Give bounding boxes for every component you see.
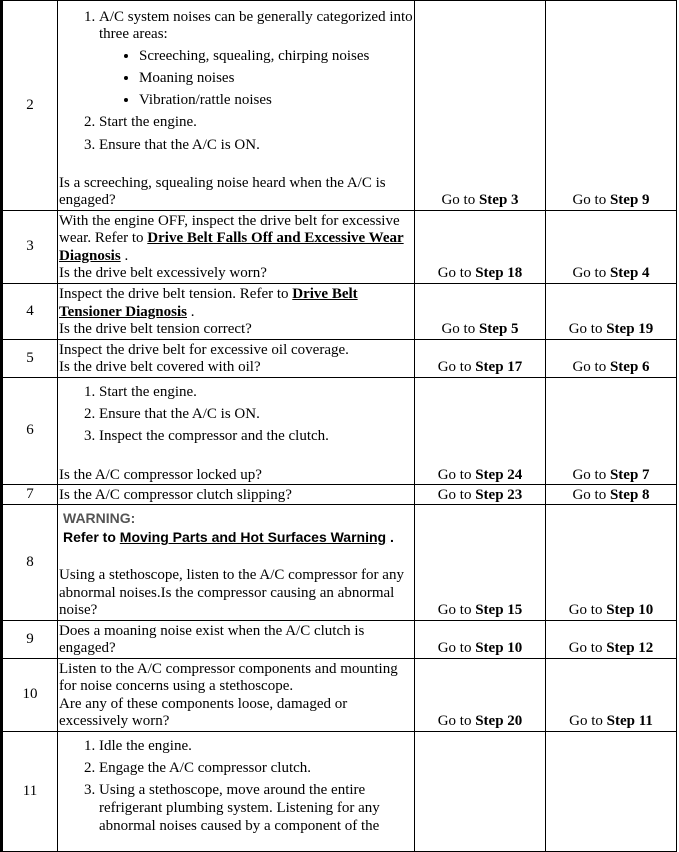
- bullet-list: [99, 48, 414, 110]
- table-row: [2, 505, 677, 621]
- list-item: 1. Idle the engine.: [99, 738, 414, 756]
- list-item: 2. Start the engine.: [99, 114, 414, 132]
- step-number: 8: [2, 505, 58, 621]
- table-row: [2, 378, 677, 485]
- yes-step-link[interactable]: Step 3: [478, 192, 519, 209]
- action-cell: [58, 658, 415, 731]
- list-item: 3. Ensure that the A/C is ON.: [99, 137, 414, 155]
- numbered-list: [59, 9, 414, 155]
- question-text: Is a screeching, squealing noise heard when the A/C is engaged?: [59, 174, 386, 209]
- question-text: Is the drive belt tension correct?: [59, 321, 252, 338]
- action-cell: [58, 620, 415, 658]
- no-step-link[interactable]: Step 9: [609, 192, 650, 209]
- no-step-link[interactable]: Step 11: [606, 713, 653, 730]
- step-number: 11: [2, 731, 58, 851]
- no-prefix: Go to: [572, 486, 610, 503]
- yes-cell: [415, 1, 546, 211]
- doc-link[interactable]: Drive Belt Tensioner Diagnosis: [59, 286, 358, 320]
- yes-step-link[interactable]: Step 24: [475, 466, 523, 483]
- warning-reference: [59, 527, 414, 547]
- action-cell: [58, 284, 415, 340]
- action-cell: [58, 505, 415, 621]
- step-number: 10: [2, 658, 58, 731]
- no-prefix: Go to: [568, 321, 607, 338]
- numbered-list: [59, 738, 414, 835]
- no-prefix: Go to: [572, 359, 610, 376]
- list-item: 3. Using a stethoscope, move around the entire refrigerant plumbing system. Listening for any abnormal noises caused by a component of the: [99, 782, 414, 835]
- no-cell: [546, 485, 677, 505]
- warning-label: WARNING:: [63, 510, 136, 527]
- yes-cell: [415, 731, 546, 851]
- yes-cell: [415, 485, 546, 505]
- question-text: Does a moaning noise exist when the A/C clutch is engaged?: [59, 622, 365, 657]
- question-text: Is the A/C compressor locked up?: [59, 466, 262, 483]
- no-step-link[interactable]: Step 4: [609, 265, 650, 282]
- action-text: Listen to the A/C compressor components and mounting for noise concerns using a stethoscope.: [59, 660, 398, 695]
- step-number: 7: [2, 485, 58, 505]
- action-cell: [58, 378, 415, 485]
- step-number: 9: [2, 620, 58, 658]
- table-row: [2, 340, 677, 378]
- list-item: 1. Start the engine.: [99, 384, 414, 402]
- list-item: 3. Inspect the compressor and the clutch.: [99, 428, 414, 446]
- no-cell: [546, 378, 677, 485]
- refer-text: Refer to: [63, 529, 120, 546]
- action-text: Inspect the drive belt tension. Refer to: [59, 286, 293, 303]
- question-text: Are any of these components loose, damaged or excessively worn?: [59, 695, 348, 730]
- question-text: Is the drive belt excessively worn?: [59, 265, 267, 282]
- link-suffix: .: [386, 529, 394, 546]
- list-item: 2. Engage the A/C compressor clutch.: [99, 760, 414, 778]
- yes-prefix: Go to: [437, 713, 476, 730]
- no-cell: [546, 211, 677, 284]
- yes-step-link[interactable]: Step 10: [475, 640, 523, 657]
- table-row: [2, 1, 677, 211]
- yes-prefix: Go to: [437, 359, 476, 376]
- list-item-text: A/C system noises can be generally categorized into three areas:: [99, 8, 413, 43]
- yes-cell: [415, 211, 546, 284]
- table-row: [2, 731, 677, 851]
- table-row: [2, 485, 677, 505]
- yes-prefix: Go to: [437, 602, 476, 619]
- no-step-link[interactable]: Step 12: [606, 640, 654, 657]
- action-cell: [58, 485, 415, 505]
- yes-prefix: Go to: [437, 640, 476, 657]
- no-prefix: Go to: [572, 192, 610, 209]
- yes-step-link[interactable]: Step 15: [475, 602, 523, 619]
- no-prefix: Go to: [568, 640, 607, 657]
- no-step-link[interactable]: Step 6: [609, 359, 650, 376]
- yes-prefix: Go to: [437, 265, 476, 282]
- step-number: 4: [2, 284, 58, 340]
- numbered-list: [59, 384, 414, 446]
- table-row: [2, 211, 677, 284]
- question-text: Is the A/C compressor clutch slipping?: [59, 486, 292, 503]
- no-step-link[interactable]: Step 8: [609, 486, 650, 503]
- no-prefix: Go to: [568, 602, 607, 619]
- no-cell: [546, 658, 677, 731]
- yes-prefix: Go to: [441, 321, 479, 338]
- no-prefix: Go to: [572, 265, 610, 282]
- no-step-link[interactable]: Step 10: [606, 602, 654, 619]
- bullet-item: • Moaning noises: [139, 70, 414, 88]
- action-cell: [58, 1, 415, 211]
- yes-step-link[interactable]: Step 20: [475, 713, 523, 730]
- bullet-item: • Screeching, squealing, chirping noises: [139, 48, 414, 66]
- table-row: [2, 620, 677, 658]
- step-number: 6: [2, 378, 58, 485]
- no-step-link[interactable]: Step 7: [609, 466, 650, 483]
- yes-prefix: Go to: [441, 192, 479, 209]
- yes-step-link[interactable]: Step 17: [475, 359, 523, 376]
- bullet-item: • Vibration/rattle noises: [139, 92, 414, 110]
- doc-link[interactable]: Drive Belt Falls Off and Excessive Wear Diagnosis: [59, 230, 404, 264]
- yes-prefix: Go to: [437, 486, 476, 503]
- action-text: With the engine OFF, inspect the drive belt for excessive wear. Refer to: [59, 212, 400, 247]
- action-text: Inspect the drive belt for excessive oil coverage.: [59, 341, 349, 358]
- action-cell: [58, 731, 415, 851]
- no-prefix: Go to: [572, 466, 610, 483]
- yes-step-link[interactable]: Step 18: [475, 265, 523, 282]
- yes-cell: [415, 505, 546, 621]
- link-suffix: .: [186, 303, 195, 320]
- no-cell: [546, 1, 677, 211]
- step-number: 3: [2, 211, 58, 284]
- yes-cell: [415, 658, 546, 731]
- yes-prefix: Go to: [437, 466, 476, 483]
- question-text: Is the drive belt covered with oil?: [59, 359, 261, 376]
- no-cell: [546, 620, 677, 658]
- yes-cell: [415, 378, 546, 485]
- no-cell: [546, 505, 677, 621]
- action-cell: [58, 211, 415, 284]
- no-cell: [546, 284, 677, 340]
- yes-cell: [415, 340, 546, 378]
- list-item: 2. Ensure that the A/C is ON.: [99, 406, 414, 424]
- yes-cell: [415, 284, 546, 340]
- step-number: 2: [2, 1, 58, 211]
- yes-step-link[interactable]: Step 23: [475, 486, 523, 503]
- warning-link[interactable]: Moving Parts and Hot Surfaces Warning: [119, 529, 387, 546]
- link-suffix: .: [120, 247, 129, 264]
- step-number: 5: [2, 340, 58, 378]
- action-cell: [58, 340, 415, 378]
- no-prefix: Go to: [569, 713, 607, 730]
- table-row: [2, 284, 677, 340]
- yes-step-link[interactable]: Step 5: [478, 321, 519, 338]
- no-cell: [546, 731, 677, 851]
- no-cell: [546, 340, 677, 378]
- question-text: Using a stethoscope, listen to the A/C compressor for any abnormal noises.Is the compressor causing an abnormal noise?: [59, 567, 404, 619]
- no-step-link[interactable]: Step 19: [606, 321, 654, 338]
- list-item: [99, 9, 414, 110]
- table-row: [2, 658, 677, 731]
- yes-cell: [415, 620, 546, 658]
